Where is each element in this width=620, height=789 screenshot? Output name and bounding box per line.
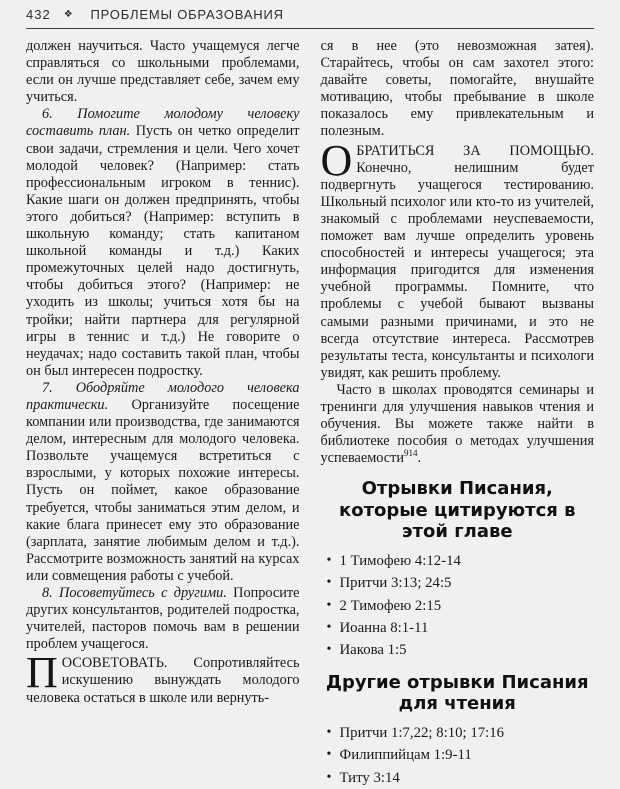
scripture-list-cited	[321, 550, 595, 662]
chapter-title: ПРОБЛЕМЫ ОБРАЗОВАНИЯ	[90, 7, 284, 22]
section-lead: ОСОВЕТОВАТЬ.	[61, 655, 168, 672]
section-body: Сопротивляйтесь искушению вынуждать молодого человека остаться в школе или вернуть-	[26, 655, 300, 706]
point-lead: 7. Ободряйте молодого человека практически.	[26, 379, 300, 413]
paragraph-text: должен научиться. Часто учащемуся легче справляться со школьными проблемами, если он лучше представляет себе, зачем ему учиться.	[26, 38, 300, 106]
header-rule	[26, 28, 594, 29]
scripture-item: • Иакова 1:5	[325, 639, 595, 661]
scripture-item: • Притчи 1:7,22; 8:10; 17:16	[325, 722, 595, 744]
scripture-heading-further: Другие отрывки Писания для чтения	[325, 671, 589, 715]
scripture-item: • Притчи 3:13; 24:5	[325, 572, 595, 594]
paragraph-text: ся в нее (это невозможная затея). Старайтесь, чтобы он сам захотел этого: давайте советы, помогайте, внушайте мотивацию, чтобы пребывание в школе показалось ему привлекательным и полезным.	[320, 38, 594, 140]
point-body: Пусть он четко определит свои задачи, стремления и цели. Чего хочет молодой человек? (Например: стать профессиональным игроком в теннис). Какие шаги он должен предпринять, чтобы этого добиться? (Например: вступить в школьную команду; стать капитаном школьной команды и т.д.) Каких промежуточных целей надо достигнуть, чтобы добиться этого? (Например: не уходить из школы; учиться хотя бы на тройки; найти партнера для регулярной игры в теннис и т.д.) Не говорите о неудачах; надо составить такой план, чтобы он был интересен подростку.	[26, 123, 300, 379]
paragraph-text: Часто в школах проводятся семинары и тренинги для улучшения навыков чтения и обучения. Вы можете также найти в библиотеке пособия о методах улучшения успеваемости	[320, 381, 594, 467]
right-column	[320, 38, 595, 786]
left-column	[26, 38, 300, 735]
scripture-item: • Иоанна 8:1-11	[325, 617, 595, 639]
scripture-item: • 1 Тимофею 4:12-14	[325, 550, 595, 572]
scripture-item: • Филиппийцам 1:9-11	[325, 744, 595, 766]
paragraph-point-7	[26, 380, 300, 585]
paragraph-advise	[26, 648, 300, 706]
paragraph	[321, 38, 595, 141]
point-lead: 8. Посоветуйтесь с другими.	[42, 585, 227, 601]
paragraph-seek-help	[320, 135, 595, 382]
section-body: Конечно, нелишним будет подвергнуть учащегося тестированию. Школьный психолог или кто-то из учителей, знакомый с проблемами неуспеваемости, поможет вам лучше определить уровень способностей и интересы учащегося; эта информация пригодится для изменения учебной программы. Помните, что проблемы с учебой бывают вызваны самыми разными причинами, и это не всегда отсутствие интереса. Рассмотрев результаты теста, консультанты и психологи увидят, как решить проблему.	[320, 159, 594, 381]
diamond-icon: ❖	[63, 9, 74, 20]
scripture-item: • 2 Тимофею 2:15	[325, 595, 595, 617]
scripture-list-further	[321, 722, 595, 789]
drop-cap: П	[26, 648, 58, 698]
paragraph-point-6	[26, 106, 300, 380]
paragraph-seminars	[321, 382, 595, 467]
point-body: Попросите других консультантов, родителей подростка, учителей, пасторов помочь вам в решении проблем учащегося.	[26, 585, 300, 653]
text-columns	[26, 38, 594, 786]
point-body: Организуйте посещение компании или производства, где занимаются делом, интересным для молодого человека. Позвольте учащемуся встретиться с взрослыми, у которых похожие интересы. Пусть он поймет, какое образование требуется, чтобы заниматься этим делом, и какие блага принесет ему это образование (зарплата, занятие любимым делом и т.д.). Рассмотрите возможность занятий на курсах или совмещения работы с учебой.	[26, 396, 300, 584]
point-lead: 6. Помогите молодому человеку составить план.	[26, 106, 300, 140]
running-head	[26, 5, 594, 22]
drop-cap: О	[320, 135, 353, 185]
paragraph-text-end: .	[417, 450, 422, 467]
footnote-marker: 914	[404, 448, 418, 459]
scripture-heading-cited: Отрывки Писания, которые цитируются в этой главе	[339, 478, 576, 543]
scripture-item: • Титу 3:14	[325, 767, 595, 789]
page-number: 432	[26, 7, 51, 22]
paragraph-point-8	[26, 585, 300, 653]
section-lead: БРАТИТЬСЯ ЗА ПОМОЩЬЮ.	[356, 142, 594, 159]
paragraph	[26, 38, 300, 106]
